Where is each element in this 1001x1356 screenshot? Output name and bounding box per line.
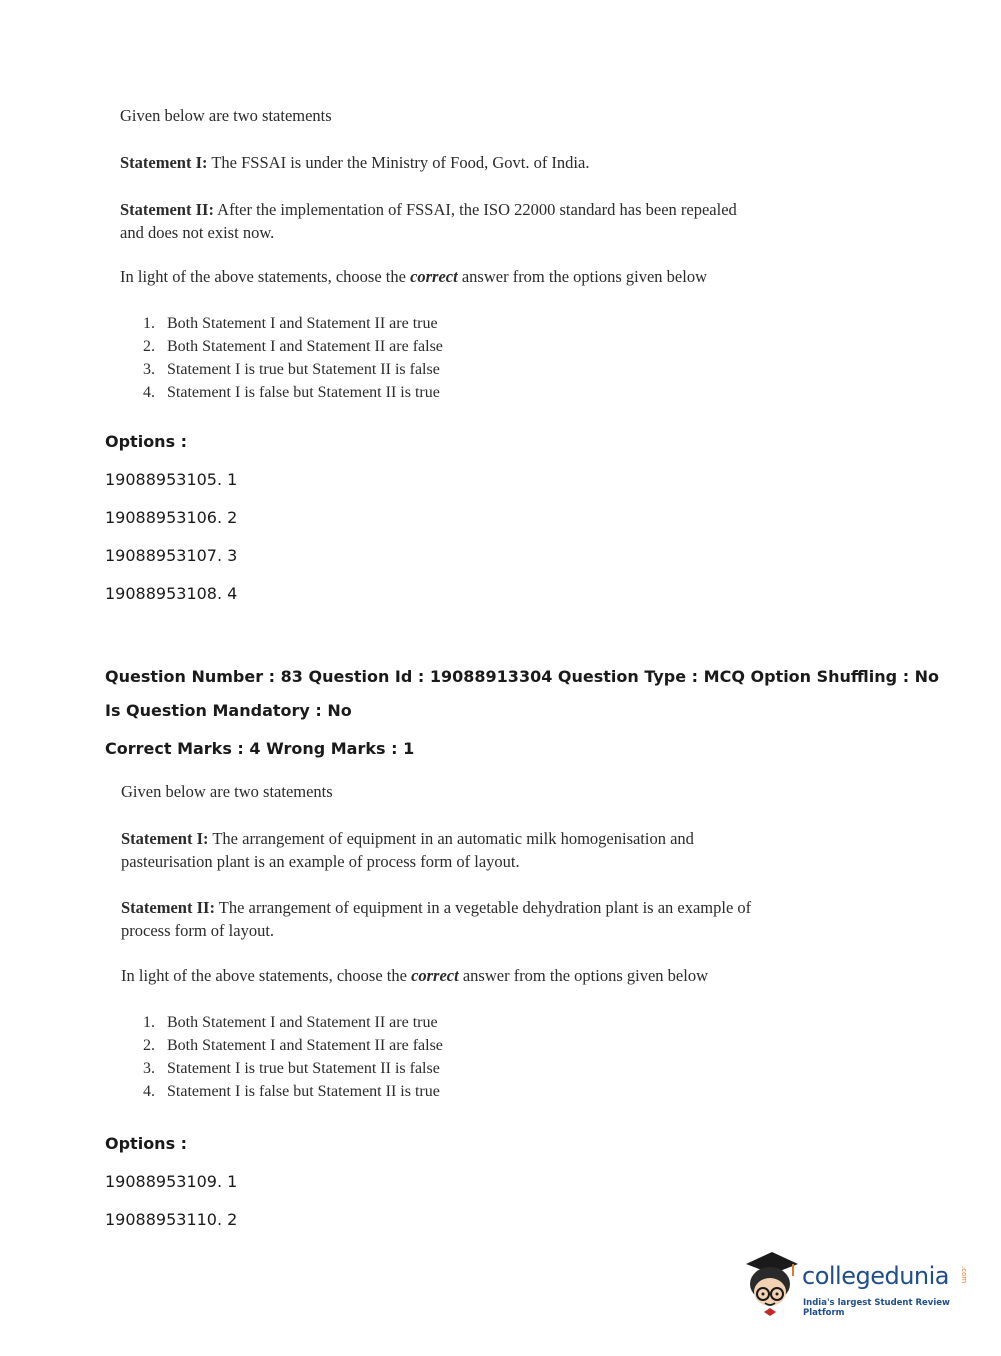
logo-tagline: India's largest Student Review Platform xyxy=(803,1298,950,1318)
q2-choice-number: 2. xyxy=(143,1037,155,1054)
q1-choice-number: 3. xyxy=(143,361,155,378)
q2-option-id: 19088953109. 1 xyxy=(105,1172,238,1191)
q1-choice-number: 1. xyxy=(143,315,155,332)
q2-instruction xyxy=(121,966,708,986)
q1-choice-text: Statement I is false but Statement II is true xyxy=(167,384,440,401)
q2-choice-text: Statement I is true but Statement II is false xyxy=(167,1060,440,1077)
q1-choice xyxy=(143,335,443,358)
q1-statement-1-text: The FSSAI is under the Ministry of Food, Govt. of India. xyxy=(207,153,590,172)
q1-statement-1-label: Statement I: xyxy=(120,153,208,172)
q1-choice-number: 4. xyxy=(143,384,155,401)
q1-statement-2-label: Statement II: xyxy=(120,200,214,219)
q2-statement-1-label: Statement I: xyxy=(121,829,209,848)
q2-choice-text: Both Statement I and Statement II are false xyxy=(167,1037,443,1054)
q1-statement-2 xyxy=(120,198,737,244)
q1-option-id: 19088953106. 2 xyxy=(105,508,238,527)
q1-instruction-emphasis: correct xyxy=(410,267,458,286)
q2-choice xyxy=(143,1011,443,1034)
q2-option-id: 19088953110. 2 xyxy=(105,1210,238,1229)
q2-statement-1-text-line2: pasteurisation plant is an example of process form of layout. xyxy=(121,852,520,871)
q2-statement-2-label: Statement II: xyxy=(121,898,215,917)
collegedunia-logo[interactable] xyxy=(742,1250,972,1320)
q1-choice-number: 2. xyxy=(143,338,155,355)
q2-instruction-after: answer from the options given below xyxy=(458,966,708,985)
q1-option-id: 19088953108. 4 xyxy=(105,584,238,603)
q2-statement-1 xyxy=(121,827,694,873)
q2-choice-number: 1. xyxy=(143,1014,155,1031)
q2-choice xyxy=(143,1057,443,1080)
q2-statement-2-text-line2: process form of layout. xyxy=(121,921,275,940)
q2-statement-1-text-line1: The arrangement of equipment in an automatic milk homogenisation and xyxy=(208,829,694,848)
q2-choice-text: Statement I is false but Statement II is true xyxy=(167,1083,440,1100)
q2-choice-number: 4. xyxy=(143,1083,155,1100)
q2-choice-text: Both Statement I and Statement II are true xyxy=(167,1014,438,1031)
logo-wordmark: collegedunia xyxy=(802,1262,950,1290)
q1-statement-2-text-line2: and does not exist now. xyxy=(120,223,275,242)
q1-choice xyxy=(143,312,443,335)
q1-intro: Given below are two statements xyxy=(120,106,332,125)
q1-choice-text: Statement I is true but Statement II is false xyxy=(167,361,440,378)
q1-statement-1 xyxy=(120,151,589,174)
q1-option-id: 19088953107. 3 xyxy=(105,546,238,565)
q2-choice-list xyxy=(143,1011,443,1103)
q2-options-heading: Options : xyxy=(105,1134,188,1153)
q1-instruction-before: In light of the above statements, choose the xyxy=(120,267,411,286)
q2-instruction-before: In light of the above statements, choose the xyxy=(121,966,412,985)
q1-statement-2-text-line1: After the implementation of FSSAI, the ISO 22000 standard has been repealed xyxy=(213,200,737,219)
q1-options-heading: Options : xyxy=(105,432,188,451)
q1-choice xyxy=(143,381,443,404)
q2-statement-2-text-line1: The arrangement of equipment in a vegetable dehydration plant is an example of xyxy=(214,898,752,917)
q1-option-id: 19088953105. 1 xyxy=(105,470,238,489)
q1-instruction xyxy=(120,267,707,287)
q1-choice-list xyxy=(143,312,443,404)
q2-statement-2 xyxy=(121,896,751,942)
q2-instruction-emphasis: correct xyxy=(411,966,459,985)
q1-choice-text: Both Statement I and Statement II are false xyxy=(167,338,443,355)
q2-meta-line: Question Number : 83 Question Id : 19088913304 Question Type : MCQ Option Shuffling : No xyxy=(105,667,940,686)
q2-choice xyxy=(143,1080,443,1103)
q1-choice xyxy=(143,358,443,381)
q2-intro: Given below are two statements xyxy=(121,782,333,801)
q2-choice xyxy=(143,1034,443,1057)
q2-mandatory-line: Is Question Mandatory : No xyxy=(105,701,352,720)
student-mascot-icon xyxy=(742,1250,802,1316)
q1-instruction-after: answer from the options given below xyxy=(457,267,707,286)
logo-domain-suffix: .com xyxy=(960,1266,968,1284)
q2-marks-line: Correct Marks : 4 Wrong Marks : 1 xyxy=(105,739,415,758)
q1-choice-text: Both Statement I and Statement II are true xyxy=(167,315,438,332)
q2-choice-number: 3. xyxy=(143,1060,155,1077)
